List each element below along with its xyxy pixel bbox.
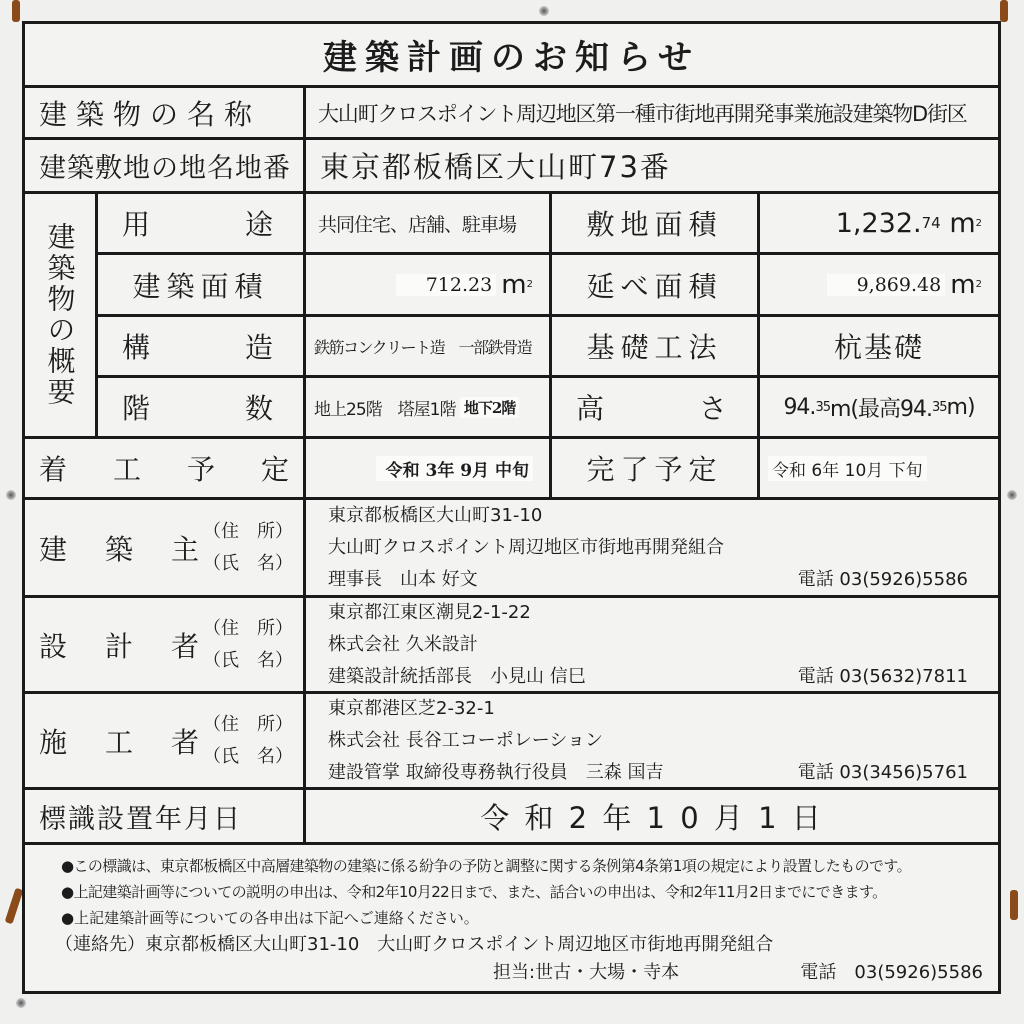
floors-label-right: 数 <box>244 392 279 425</box>
floors-label-left: 階 <box>122 392 157 425</box>
building-area-unit: m <box>501 269 527 300</box>
rust-mark-top-left <box>12 0 20 22</box>
start-schedule-text: 令和 3年 9月 中旬 <box>376 456 533 481</box>
address-sub-label: （住 所） <box>203 520 293 542</box>
contact-staff-row <box>493 959 983 987</box>
name-sub-label: （氏 名） <box>203 552 293 574</box>
site-area-label: 敷地面積 <box>586 208 723 241</box>
designer-address: 東京都江東区潮見2-1-22 <box>328 601 531 623</box>
usage-label <box>98 194 303 252</box>
owner-sub-labels <box>203 516 293 580</box>
owner-label-chars <box>39 528 199 568</box>
owner-contact-row <box>328 564 968 596</box>
overview-group-label <box>25 194 95 436</box>
contractor-label-char: 施 <box>39 725 68 759</box>
installation-date-label: 標識設置年月日 <box>39 803 242 835</box>
total-floor-area-number: 9,869.48 <box>827 274 946 296</box>
structure-label-left: 構 <box>122 331 157 364</box>
foundation-value: 杭基礎 <box>833 331 924 364</box>
designer-label-chars <box>39 625 199 665</box>
designer-details <box>306 598 998 691</box>
height-max-suffix: m) <box>946 394 975 420</box>
start-label-char: 予 <box>186 453 215 486</box>
site-area-value <box>760 194 998 252</box>
notes-section <box>25 845 998 991</box>
owner-organization: 大山町クロスポイント周辺地区市街地再開発組合 <box>328 536 724 558</box>
contractor-representative: 建設管掌 取締役専務執行役員 三森 国吉 <box>328 761 664 783</box>
designer-label-char: 設 <box>39 629 68 663</box>
foundation-label: 基礎工法 <box>586 331 723 364</box>
contractor-address: 東京都港区芝2-32-1 <box>328 697 495 719</box>
screw-icon <box>1007 490 1017 500</box>
usage-label-right: 途 <box>244 208 279 241</box>
contractor-label-chars <box>39 721 199 761</box>
height-decimal: 35 <box>815 399 830 415</box>
name-sub-label: （氏 名） <box>203 745 293 767</box>
site-address-label: 建築敷地の地名地番 <box>39 153 291 184</box>
building-area-value <box>306 255 549 314</box>
designer-label-char: 計 <box>104 629 133 663</box>
building-area-label: 建築面積 <box>132 269 269 303</box>
building-area-number: 712.23 <box>396 274 496 296</box>
contractor-label-char: 者 <box>170 725 199 759</box>
height-label <box>552 378 757 436</box>
owner-label-char: 建 <box>39 532 68 566</box>
overview-group-label-text: 建築物の概要 <box>43 222 77 408</box>
designer-company: 株式会社 久米設計 <box>328 633 478 655</box>
height-label-right: さ <box>698 392 733 425</box>
start-label-char: 工 <box>112 453 141 486</box>
usage-label-left: 用 <box>122 208 157 241</box>
address-sub-label: （住 所） <box>203 617 293 639</box>
owner-label <box>25 500 303 595</box>
site-area-number: 1,232. <box>835 207 922 239</box>
site-area-unit: m <box>949 207 976 239</box>
start-schedule-label <box>25 439 303 497</box>
usage-value: 共同住宅、店舗、駐車場 <box>318 213 517 236</box>
designer-representative: 建築設計統括部長 小見山 信巳 <box>328 665 586 687</box>
installation-date-value: 令 和 2 年 1 0 月 1 日 <box>480 800 824 835</box>
address-sub-label: （住 所） <box>203 713 293 735</box>
sign-title: 建築計画のお知らせ <box>323 38 700 78</box>
start-label-char: 着 <box>39 453 68 486</box>
note-item: ●上記建築計画等についての説明の申出は、令和2年10月22日まで、また、話合いの申出は、令和2年11月2日までにできます。 <box>61 883 887 901</box>
floors-below-ground: 地下2階 <box>460 397 519 418</box>
total-floor-area-label: 延べ面積 <box>586 269 723 303</box>
contractor-details <box>306 694 998 787</box>
contractor-label <box>25 694 303 787</box>
owner-label-char: 主 <box>170 532 199 566</box>
designer-sub-labels <box>203 613 293 677</box>
building-name-label: 建築物の名称 <box>39 97 262 131</box>
height-label-left: 高 <box>576 392 611 425</box>
total-floor-area-unit: m <box>950 269 976 300</box>
designer-label-char: 者 <box>170 629 199 663</box>
floors-value <box>306 378 549 436</box>
completion-schedule-label: 完了予定 <box>586 453 723 486</box>
site-area-decimal: 74 <box>921 214 941 232</box>
height-max-prefix: m(最高94. <box>829 396 932 422</box>
name-sub-label: （氏 名） <box>203 649 293 671</box>
start-schedule-value <box>306 439 549 497</box>
rust-mark-bottom-right <box>1010 890 1018 920</box>
contact-staff: 担当:世古・大場・寺本 <box>493 962 680 983</box>
total-floor-area-unit-sup: 2 <box>975 279 982 290</box>
height-max-decimal: 35 <box>932 399 947 415</box>
designer-label <box>25 598 303 691</box>
note-item: ●上記建築計画等についての各申出は下記へご連絡ください。 <box>61 909 479 927</box>
site-address-value: 東京都板橋区大山町73番 <box>320 150 671 184</box>
floors-above-ground: 地上25階 塔屋1階 <box>314 399 456 420</box>
start-label-char: 定 <box>260 453 289 486</box>
building-area-unit-sup: 2 <box>526 279 533 290</box>
owner-address: 東京都板橋区大山町31-10 <box>328 504 543 526</box>
contact-address: （連絡先）東京都板橋区大山町31-10 大山町クロスポイント周辺地区市街地再開発組合 <box>55 934 774 955</box>
screw-icon <box>16 998 26 1008</box>
completion-schedule-value <box>760 439 998 497</box>
designer-phone: 電話 03(5632)7811 <box>797 665 968 687</box>
contractor-sub-labels <box>203 709 293 773</box>
contractor-phone: 電話 03(3456)5761 <box>797 761 968 783</box>
floors-label <box>98 378 303 436</box>
owner-phone: 電話 03(5926)5586 <box>797 568 968 590</box>
owner-label-char: 築 <box>104 532 133 566</box>
rust-mark-top-right <box>1000 0 1008 22</box>
site-area-unit-sup: 2 <box>975 217 982 229</box>
note-item: ●この標識は、東京都板橋区中高層建築物の建築に係る紛争の予防と調整に関する条例第4条第1項の規定により設置したものです。 <box>61 857 911 875</box>
screw-icon <box>6 490 16 500</box>
contact-phone: 電話 03(5926)5586 <box>800 962 983 983</box>
contractor-label-char: 工 <box>104 725 133 759</box>
building-name-value: 大山町クロスポイント周辺地区第一種市街地再開発事業施設建築物D街区 <box>318 101 967 126</box>
height-number: 94. <box>783 394 816 420</box>
total-floor-area-value <box>760 255 998 314</box>
structure-label <box>98 317 303 375</box>
height-value <box>760 378 998 436</box>
owner-details <box>306 500 998 595</box>
designer-contact-row <box>328 661 968 692</box>
screw-icon <box>539 6 549 16</box>
contractor-contact-row <box>328 757 968 788</box>
completion-schedule-text: 令和 6年 10月 下旬 <box>768 456 927 481</box>
owner-representative: 理事長 山本 好文 <box>328 568 478 590</box>
structure-value: 鉄筋コンクリート造 一部鉄骨造 <box>314 337 532 357</box>
structure-label-right: 造 <box>244 331 279 364</box>
contractor-company: 株式会社 長谷工コーポレーション <box>328 729 604 751</box>
rust-mark-bottom-left <box>5 888 24 925</box>
